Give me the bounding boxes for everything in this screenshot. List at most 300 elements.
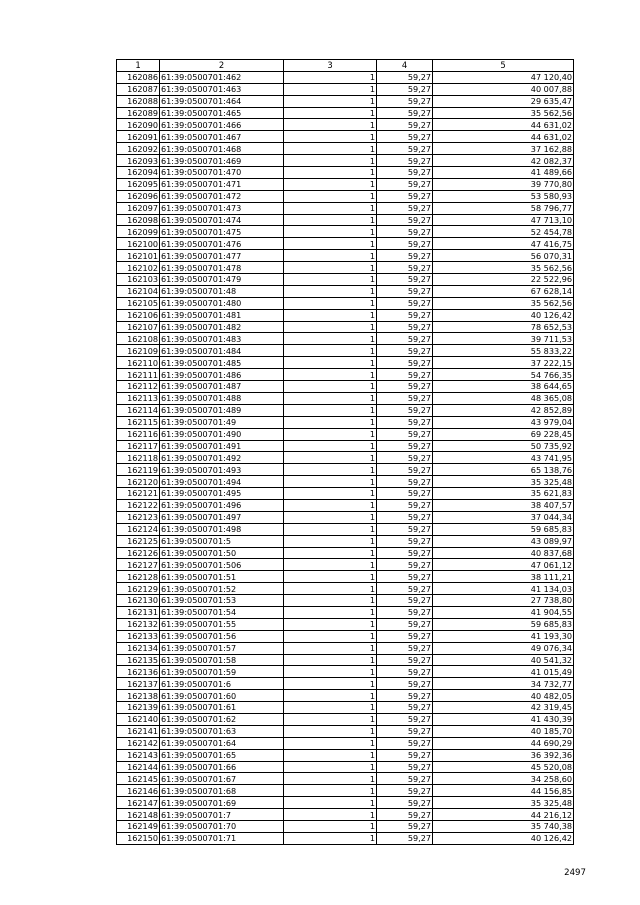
- row-number-cell: 162107: [117, 321, 160, 333]
- cadastral-number-cell: 61:39:0500701:493: [160, 464, 284, 476]
- cadastral-number-cell: 61:39:0500701:494: [160, 476, 284, 488]
- cadastral-number-cell: 61:39:0500701:485: [160, 357, 284, 369]
- row-number-cell: 162104: [117, 285, 160, 297]
- row-number-cell: 162137: [117, 678, 160, 690]
- count-cell: 1: [284, 499, 377, 511]
- count-cell: 1: [284, 167, 377, 179]
- table-row: [117, 476, 574, 488]
- cadastral-number-cell: 61:39:0500701:55: [160, 618, 284, 630]
- row-number-cell: 162108: [117, 333, 160, 345]
- cadastral-number-cell: 61:39:0500701:66: [160, 761, 284, 773]
- cadastral-number-cell: 61:39:0500701:68: [160, 785, 284, 797]
- area-cell: 59,27: [377, 476, 433, 488]
- table-row: [117, 690, 574, 702]
- amount-cell: 40 007,88: [433, 83, 574, 95]
- table-row: [117, 167, 574, 179]
- row-number-cell: 162091: [117, 131, 160, 143]
- cadastral-number-cell: 61:39:0500701:483: [160, 333, 284, 345]
- table-row: [117, 71, 574, 83]
- amount-cell: 35 562,56: [433, 107, 574, 119]
- area-cell: 59,27: [377, 285, 433, 297]
- area-cell: 59,27: [377, 821, 433, 833]
- count-cell: 1: [284, 523, 377, 535]
- amount-cell: 56 070,31: [433, 250, 574, 262]
- row-number-cell: 162135: [117, 654, 160, 666]
- amount-cell: 36 392,36: [433, 749, 574, 761]
- count-cell: 1: [284, 571, 377, 583]
- count-cell: 1: [284, 178, 377, 190]
- amount-cell: 40 126,42: [433, 832, 574, 844]
- area-cell: 59,27: [377, 345, 433, 357]
- area-cell: 59,27: [377, 809, 433, 821]
- cadastral-number-cell: 61:39:0500701:463: [160, 83, 284, 95]
- amount-cell: 35 562,56: [433, 297, 574, 309]
- area-cell: 59,27: [377, 773, 433, 785]
- data-table: [116, 59, 574, 845]
- cadastral-number-cell: 61:39:0500701:478: [160, 262, 284, 274]
- cadastral-number-cell: 61:39:0500701:479: [160, 274, 284, 286]
- area-cell: 59,27: [377, 749, 433, 761]
- cadastral-number-cell: 61:39:0500701:498: [160, 523, 284, 535]
- row-number-cell: 162112: [117, 381, 160, 393]
- area-cell: 59,27: [377, 832, 433, 844]
- cadastral-number-cell: 61:39:0500701:64: [160, 737, 284, 749]
- table-row: [117, 262, 574, 274]
- amount-cell: 43 979,04: [433, 416, 574, 428]
- row-number-cell: 162086: [117, 71, 160, 83]
- row-number-cell: 162094: [117, 167, 160, 179]
- count-cell: 1: [284, 678, 377, 690]
- area-cell: 59,27: [377, 95, 433, 107]
- row-number-cell: 162129: [117, 583, 160, 595]
- row-number-cell: 162109: [117, 345, 160, 357]
- cadastral-number-cell: 61:39:0500701:481: [160, 309, 284, 321]
- cadastral-number-cell: 61:39:0500701:52: [160, 583, 284, 595]
- row-number-cell: 162115: [117, 416, 160, 428]
- amount-cell: 37 162,88: [433, 143, 574, 155]
- cadastral-number-cell: 61:39:0500701:65: [160, 749, 284, 761]
- row-number-cell: 162134: [117, 642, 160, 654]
- area-cell: 59,27: [377, 190, 433, 202]
- count-cell: 1: [284, 381, 377, 393]
- count-cell: 1: [284, 238, 377, 250]
- count-cell: 1: [284, 773, 377, 785]
- area-cell: 59,27: [377, 357, 433, 369]
- amount-cell: 42 852,89: [433, 404, 574, 416]
- row-number-cell: 162092: [117, 143, 160, 155]
- row-number-cell: 162127: [117, 559, 160, 571]
- row-number-cell: 162141: [117, 725, 160, 737]
- count-cell: 1: [284, 440, 377, 452]
- amount-cell: 43 741,95: [433, 452, 574, 464]
- table-row: [117, 511, 574, 523]
- cadastral-number-cell: 61:39:0500701:495: [160, 488, 284, 500]
- area-cell: 59,27: [377, 702, 433, 714]
- table-row: [117, 357, 574, 369]
- area-cell: 59,27: [377, 499, 433, 511]
- amount-cell: 59 685,83: [433, 618, 574, 630]
- area-cell: 59,27: [377, 143, 433, 155]
- table-row: [117, 571, 574, 583]
- cadastral-number-cell: 61:39:0500701:58: [160, 654, 284, 666]
- row-number-cell: 162128: [117, 571, 160, 583]
- cadastral-number-cell: 61:39:0500701:489: [160, 404, 284, 416]
- table-row: [117, 250, 574, 262]
- count-cell: 1: [284, 71, 377, 83]
- area-cell: 59,27: [377, 131, 433, 143]
- table-row: [117, 214, 574, 226]
- count-cell: 1: [284, 488, 377, 500]
- count-cell: 1: [284, 797, 377, 809]
- column-header-3: 3: [284, 60, 377, 72]
- count-cell: 1: [284, 618, 377, 630]
- table-row: [117, 131, 574, 143]
- amount-cell: 47 416,75: [433, 238, 574, 250]
- cadastral-number-cell: 61:39:0500701:67: [160, 773, 284, 785]
- amount-cell: 67 628,14: [433, 285, 574, 297]
- count-cell: 1: [284, 131, 377, 143]
- amount-cell: 52 454,78: [433, 226, 574, 238]
- cadastral-number-cell: 61:39:0500701:5: [160, 535, 284, 547]
- cadastral-number-cell: 61:39:0500701:470: [160, 167, 284, 179]
- amount-cell: 40 126,42: [433, 309, 574, 321]
- area-cell: 59,27: [377, 785, 433, 797]
- count-cell: 1: [284, 725, 377, 737]
- column-header-2: 2: [160, 60, 284, 72]
- table-row: [117, 713, 574, 725]
- row-number-cell: 162116: [117, 428, 160, 440]
- area-cell: 59,27: [377, 119, 433, 131]
- amount-cell: 48 365,08: [433, 392, 574, 404]
- cadastral-number-cell: 61:39:0500701:462: [160, 71, 284, 83]
- table-row: [117, 333, 574, 345]
- cadastral-number-cell: 61:39:0500701:70: [160, 821, 284, 833]
- area-cell: 59,27: [377, 274, 433, 286]
- cadastral-number-cell: 61:39:0500701:472: [160, 190, 284, 202]
- area-cell: 59,27: [377, 309, 433, 321]
- area-cell: 59,27: [377, 71, 433, 83]
- table-row: [117, 381, 574, 393]
- table-row: [117, 618, 574, 630]
- row-number-cell: 162117: [117, 440, 160, 452]
- cadastral-number-cell: 61:39:0500701:469: [160, 155, 284, 167]
- row-number-cell: 162113: [117, 392, 160, 404]
- count-cell: 1: [284, 392, 377, 404]
- row-number-cell: 162139: [117, 702, 160, 714]
- table-row: [117, 428, 574, 440]
- area-cell: 59,27: [377, 167, 433, 179]
- count-cell: 1: [284, 369, 377, 381]
- row-number-cell: 162119: [117, 464, 160, 476]
- row-number-cell: 162105: [117, 297, 160, 309]
- amount-cell: 47 120,40: [433, 71, 574, 83]
- row-number-cell: 162098: [117, 214, 160, 226]
- area-cell: 59,27: [377, 797, 433, 809]
- count-cell: 1: [284, 809, 377, 821]
- cadastral-number-cell: 61:39:0500701:57: [160, 642, 284, 654]
- area-cell: 59,27: [377, 202, 433, 214]
- row-number-cell: 162089: [117, 107, 160, 119]
- area-cell: 59,27: [377, 571, 433, 583]
- table-row: [117, 559, 574, 571]
- table-row: [117, 297, 574, 309]
- amount-cell: 38 644,65: [433, 381, 574, 393]
- cadastral-number-cell: 61:39:0500701:482: [160, 321, 284, 333]
- cadastral-number-cell: 61:39:0500701:465: [160, 107, 284, 119]
- area-cell: 59,27: [377, 238, 433, 250]
- amount-cell: 44 631,02: [433, 119, 574, 131]
- amount-cell: 58 796,77: [433, 202, 574, 214]
- row-number-cell: 162101: [117, 250, 160, 262]
- table-row: [117, 178, 574, 190]
- count-cell: 1: [284, 202, 377, 214]
- amount-cell: 40 185,70: [433, 725, 574, 737]
- amount-cell: 49 076,34: [433, 642, 574, 654]
- cadastral-number-cell: 61:39:0500701:59: [160, 666, 284, 678]
- area-cell: 59,27: [377, 226, 433, 238]
- count-cell: 1: [284, 250, 377, 262]
- count-cell: 1: [284, 595, 377, 607]
- amount-cell: 41 193,30: [433, 630, 574, 642]
- table-row: [117, 202, 574, 214]
- area-cell: 59,27: [377, 713, 433, 725]
- amount-cell: 44 216,12: [433, 809, 574, 821]
- count-cell: 1: [284, 690, 377, 702]
- count-cell: 1: [284, 654, 377, 666]
- row-number-cell: 162124: [117, 523, 160, 535]
- cadastral-number-cell: 61:39:0500701:54: [160, 606, 284, 618]
- count-cell: 1: [284, 452, 377, 464]
- column-header-4: 4: [377, 60, 433, 72]
- table-row: [117, 630, 574, 642]
- cadastral-number-cell: 61:39:0500701:471: [160, 178, 284, 190]
- area-cell: 59,27: [377, 452, 433, 464]
- count-cell: 1: [284, 428, 377, 440]
- column-header-5: 5: [433, 60, 574, 72]
- amount-cell: 34 732,77: [433, 678, 574, 690]
- count-cell: 1: [284, 226, 377, 238]
- row-number-cell: 162120: [117, 476, 160, 488]
- table-row: [117, 773, 574, 785]
- row-number-cell: 162144: [117, 761, 160, 773]
- row-number-cell: 162132: [117, 618, 160, 630]
- count-cell: 1: [284, 630, 377, 642]
- amount-cell: 53 580,93: [433, 190, 574, 202]
- amount-cell: 41 904,55: [433, 606, 574, 618]
- count-cell: 1: [284, 737, 377, 749]
- row-number-cell: 162099: [117, 226, 160, 238]
- cadastral-number-cell: 61:39:0500701:61: [160, 702, 284, 714]
- cadastral-number-cell: 61:39:0500701:63: [160, 725, 284, 737]
- cadastral-number-cell: 61:39:0500701:69: [160, 797, 284, 809]
- table-row: [117, 416, 574, 428]
- amount-cell: 65 138,76: [433, 464, 574, 476]
- table-body: [117, 71, 574, 844]
- amount-cell: 38 407,57: [433, 499, 574, 511]
- cadastral-number-cell: 61:39:0500701:476: [160, 238, 284, 250]
- count-cell: 1: [284, 547, 377, 559]
- amount-cell: 27 738,80: [433, 595, 574, 607]
- table-row: [117, 285, 574, 297]
- area-cell: 59,27: [377, 250, 433, 262]
- table-row: [117, 606, 574, 618]
- table-row: [117, 785, 574, 797]
- table-row: [117, 369, 574, 381]
- table-row: [117, 499, 574, 511]
- amount-cell: 41 489,66: [433, 167, 574, 179]
- amount-cell: 44 690,29: [433, 737, 574, 749]
- area-cell: 59,27: [377, 511, 433, 523]
- area-cell: 59,27: [377, 488, 433, 500]
- amount-cell: 42 082,37: [433, 155, 574, 167]
- row-number-cell: 162143: [117, 749, 160, 761]
- row-number-cell: 162095: [117, 178, 160, 190]
- cadastral-number-cell: 61:39:0500701:56: [160, 630, 284, 642]
- row-number-cell: 162125: [117, 535, 160, 547]
- area-cell: 59,27: [377, 155, 433, 167]
- cadastral-number-cell: 61:39:0500701:475: [160, 226, 284, 238]
- amount-cell: 42 319,45: [433, 702, 574, 714]
- count-cell: 1: [284, 190, 377, 202]
- table-row: [117, 321, 574, 333]
- area-cell: 59,27: [377, 262, 433, 274]
- count-cell: 1: [284, 821, 377, 833]
- count-cell: 1: [284, 511, 377, 523]
- count-cell: 1: [284, 404, 377, 416]
- table-row: [117, 654, 574, 666]
- row-number-cell: 162123: [117, 511, 160, 523]
- amount-cell: 35 325,48: [433, 476, 574, 488]
- area-cell: 59,27: [377, 392, 433, 404]
- count-cell: 1: [284, 95, 377, 107]
- table-row: [117, 95, 574, 107]
- table-row: [117, 274, 574, 286]
- row-number-cell: 162146: [117, 785, 160, 797]
- amount-cell: 37 222,15: [433, 357, 574, 369]
- amount-cell: 39 711,53: [433, 333, 574, 345]
- table-row: [117, 832, 574, 844]
- count-cell: 1: [284, 155, 377, 167]
- area-cell: 59,27: [377, 523, 433, 535]
- count-cell: 1: [284, 559, 377, 571]
- row-number-cell: 162087: [117, 83, 160, 95]
- amount-cell: 59 685,83: [433, 523, 574, 535]
- count-cell: 1: [284, 713, 377, 725]
- count-cell: 1: [284, 143, 377, 155]
- area-cell: 59,27: [377, 333, 433, 345]
- cadastral-number-cell: 61:39:0500701:487: [160, 381, 284, 393]
- row-number-cell: 162140: [117, 713, 160, 725]
- area-cell: 59,27: [377, 630, 433, 642]
- table-row: [117, 392, 574, 404]
- amount-cell: 41 015,49: [433, 666, 574, 678]
- row-number-cell: 162148: [117, 809, 160, 821]
- amount-cell: 39 770,80: [433, 178, 574, 190]
- amount-cell: 34 258,60: [433, 773, 574, 785]
- area-cell: 59,27: [377, 654, 433, 666]
- area-cell: 59,27: [377, 297, 433, 309]
- amount-cell: 38 111,21: [433, 571, 574, 583]
- table-row: [117, 725, 574, 737]
- cadastral-number-cell: 61:39:0500701:506: [160, 559, 284, 571]
- count-cell: 1: [284, 642, 377, 654]
- area-cell: 59,27: [377, 595, 433, 607]
- amount-cell: 41 430,39: [433, 713, 574, 725]
- area-cell: 59,27: [377, 737, 433, 749]
- area-cell: 59,27: [377, 642, 433, 654]
- count-cell: 1: [284, 464, 377, 476]
- area-cell: 59,27: [377, 428, 433, 440]
- row-number-cell: 162093: [117, 155, 160, 167]
- count-cell: 1: [284, 702, 377, 714]
- cadastral-number-cell: 61:39:0500701:477: [160, 250, 284, 262]
- count-cell: 1: [284, 262, 377, 274]
- table-row: [117, 143, 574, 155]
- cadastral-number-cell: 61:39:0500701:7: [160, 809, 284, 821]
- count-cell: 1: [284, 345, 377, 357]
- row-number-cell: 162114: [117, 404, 160, 416]
- area-cell: 59,27: [377, 214, 433, 226]
- amount-cell: 69 228,45: [433, 428, 574, 440]
- table-row: [117, 238, 574, 250]
- cadastral-number-cell: 61:39:0500701:62: [160, 713, 284, 725]
- table-row: [117, 83, 574, 95]
- cadastral-number-cell: 61:39:0500701:6: [160, 678, 284, 690]
- cadastral-number-cell: 61:39:0500701:51: [160, 571, 284, 583]
- row-number-cell: 162096: [117, 190, 160, 202]
- count-cell: 1: [284, 119, 377, 131]
- table-row: [117, 595, 574, 607]
- page-number: 2497: [564, 868, 586, 878]
- row-number-cell: 162122: [117, 499, 160, 511]
- cadastral-number-cell: 61:39:0500701:492: [160, 452, 284, 464]
- table-row: [117, 678, 574, 690]
- table-row: [117, 797, 574, 809]
- cadastral-number-cell: 61:39:0500701:496: [160, 499, 284, 511]
- row-number-cell: 162097: [117, 202, 160, 214]
- area-cell: 59,27: [377, 761, 433, 773]
- table-row: [117, 821, 574, 833]
- amount-cell: 37 044,34: [433, 511, 574, 523]
- table-row: [117, 404, 574, 416]
- row-number-cell: 162145: [117, 773, 160, 785]
- amount-cell: 44 156,85: [433, 785, 574, 797]
- count-cell: 1: [284, 535, 377, 547]
- area-cell: 59,27: [377, 107, 433, 119]
- area-cell: 59,27: [377, 690, 433, 702]
- amount-cell: 40 837,68: [433, 547, 574, 559]
- area-cell: 59,27: [377, 83, 433, 95]
- count-cell: 1: [284, 83, 377, 95]
- count-cell: 1: [284, 333, 377, 345]
- area-cell: 59,27: [377, 583, 433, 595]
- table-row: [117, 761, 574, 773]
- column-header-1: 1: [117, 60, 160, 72]
- table-row: [117, 749, 574, 761]
- cadastral-number-cell: 61:39:0500701:488: [160, 392, 284, 404]
- cadastral-number-cell: 61:39:0500701:48: [160, 285, 284, 297]
- area-cell: 59,27: [377, 416, 433, 428]
- table-row: [117, 440, 574, 452]
- row-number-cell: 162130: [117, 595, 160, 607]
- table-row: [117, 155, 574, 167]
- count-cell: 1: [284, 107, 377, 119]
- table-row: [117, 464, 574, 476]
- table-row: [117, 809, 574, 821]
- row-number-cell: 162131: [117, 606, 160, 618]
- cadastral-number-cell: 61:39:0500701:473: [160, 202, 284, 214]
- cadastral-number-cell: 61:39:0500701:464: [160, 95, 284, 107]
